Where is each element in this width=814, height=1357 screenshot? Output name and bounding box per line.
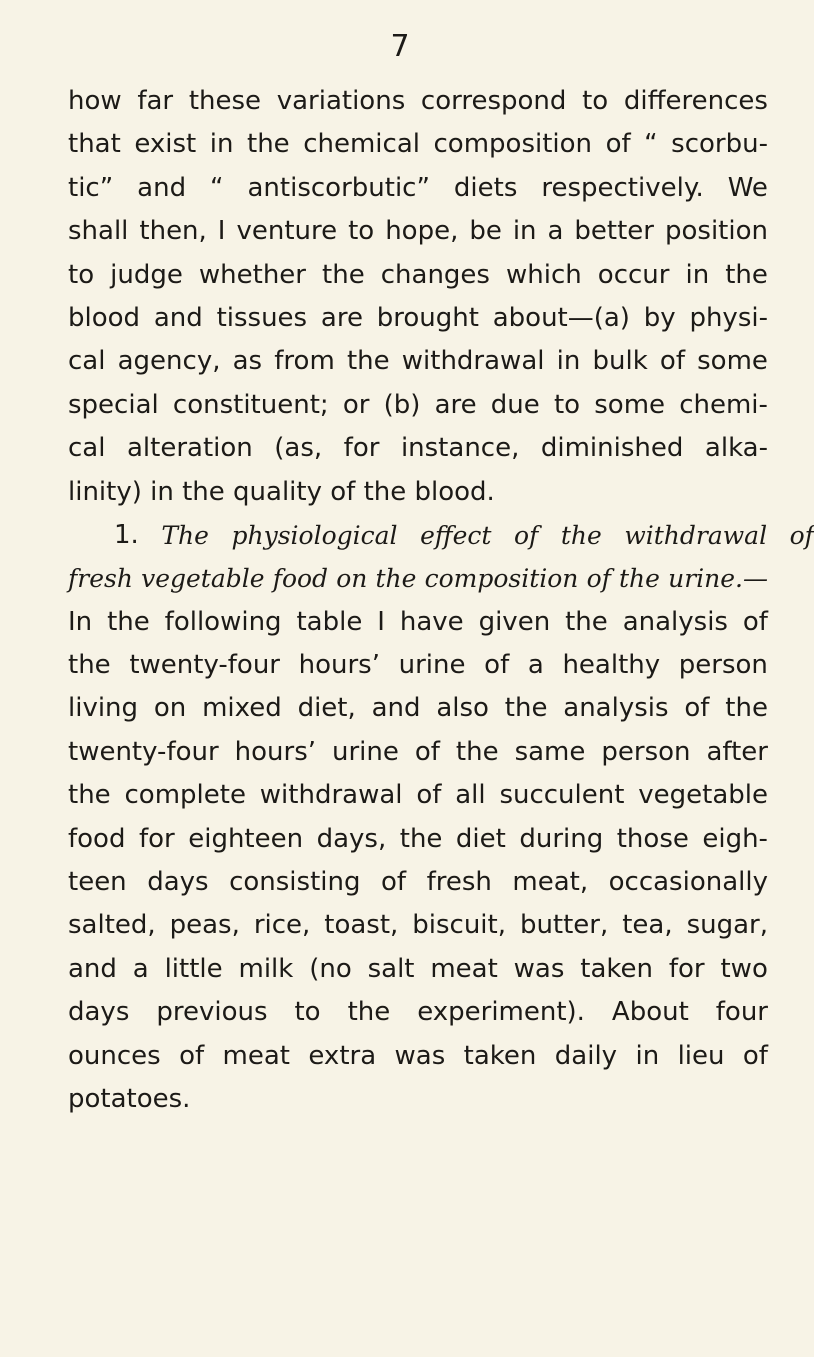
text-line [68, 731, 768, 774]
word: ounces [68, 1040, 161, 1071]
word: food [68, 823, 126, 854]
word: of [742, 1040, 768, 1071]
word: given [478, 606, 551, 637]
word: little [164, 953, 223, 984]
word: fresh [426, 867, 492, 898]
text-line [68, 818, 768, 861]
word: days, [316, 823, 387, 854]
word: The [161, 520, 209, 550]
word: of [605, 129, 631, 160]
word: agency, [117, 346, 221, 377]
word: the [504, 693, 548, 724]
word: better [574, 216, 654, 247]
word: are [320, 302, 363, 333]
word: complete [124, 780, 246, 811]
word: occasionally [608, 867, 768, 898]
word: experiment). [417, 997, 585, 1028]
word: (no [309, 953, 352, 984]
word: the [375, 564, 417, 594]
word: rice, [253, 910, 311, 941]
word: have [399, 606, 464, 637]
word: to [348, 216, 375, 247]
word: taken [463, 1040, 537, 1071]
word: on [336, 564, 368, 594]
word: which [506, 259, 582, 290]
word: urine [398, 650, 466, 681]
word: of [684, 693, 710, 724]
word: eigh- [702, 823, 768, 854]
word: composition [433, 129, 593, 160]
text-line: potatoes. [68, 1083, 191, 1114]
word: salted, [68, 910, 156, 941]
word: healthy [562, 650, 661, 681]
word: are [434, 389, 477, 420]
word: to [582, 86, 609, 116]
word: by [643, 302, 676, 333]
word: hours’ [234, 736, 317, 767]
word: the [347, 997, 391, 1028]
word: how [68, 86, 122, 116]
word: We [727, 172, 768, 203]
word: special [68, 389, 159, 420]
word: or [342, 389, 370, 420]
word: instance, [400, 433, 520, 464]
word: following [164, 606, 282, 637]
word: variations [276, 86, 406, 116]
text-line [68, 904, 768, 947]
word: far [137, 86, 174, 116]
word: position [664, 216, 768, 247]
word: in [556, 346, 581, 377]
word: hours’ [298, 650, 380, 681]
word: “ [210, 172, 224, 203]
word: blood [68, 302, 141, 333]
word: those [616, 823, 689, 854]
word: same [514, 736, 586, 767]
word: whether [198, 259, 306, 290]
text-line [68, 384, 768, 427]
word: to [68, 259, 95, 290]
word: and [153, 302, 203, 333]
word: tissues [216, 302, 308, 333]
word: in [512, 216, 537, 247]
word: and [68, 953, 117, 984]
word: mixed [202, 693, 282, 724]
word: the [565, 606, 608, 637]
word: withdrawal [259, 780, 403, 811]
word: also [436, 693, 489, 724]
text-line [68, 123, 768, 166]
word: of [659, 346, 685, 377]
word: daily [554, 1040, 618, 1071]
word: the [725, 693, 768, 724]
word: diet [455, 823, 506, 854]
word: the [560, 520, 602, 550]
text-line [68, 644, 768, 687]
word: hope, [385, 216, 459, 247]
word: composition [424, 564, 579, 594]
word: of [179, 1040, 205, 1071]
text-line [68, 514, 814, 557]
word: after [706, 736, 768, 767]
word: lieu [677, 1040, 725, 1071]
word: teen [68, 867, 127, 898]
word: taken [580, 953, 654, 984]
word: person [601, 736, 691, 767]
text-line [68, 254, 768, 297]
word: days [147, 867, 209, 898]
word: to [553, 389, 581, 420]
word: the [322, 259, 365, 290]
word: alteration [126, 433, 253, 464]
word: the [619, 564, 660, 594]
word: antiscorbutic” [247, 172, 430, 203]
word: some [594, 389, 666, 420]
word: due [490, 389, 540, 420]
word: the [725, 259, 768, 290]
word: physi- [689, 302, 768, 333]
word: withdrawal [624, 520, 768, 550]
word: some [697, 346, 768, 377]
word: changes [380, 259, 490, 290]
text-line: linity) in the quality of the blood. [68, 476, 495, 507]
word: eighteen [188, 823, 304, 854]
text-line [68, 687, 768, 730]
word: analysis [622, 606, 728, 637]
word: sugar, [686, 910, 768, 941]
word: vegetable [638, 780, 768, 811]
word: In [68, 606, 93, 637]
word: for [138, 823, 175, 854]
word: meat, [512, 867, 589, 898]
text-line [68, 601, 768, 644]
word: the [455, 736, 499, 767]
word: butter, [519, 910, 609, 941]
word: was [394, 1040, 446, 1071]
word: the [346, 346, 390, 377]
word: chemi- [679, 389, 768, 420]
word: correspond [420, 86, 567, 116]
word: diminished [540, 433, 684, 464]
word: cal [68, 346, 106, 377]
word: bulk [592, 346, 648, 377]
word: diets [453, 172, 518, 203]
word: constituent; [172, 389, 329, 420]
word: a [132, 953, 149, 984]
word: of [586, 564, 611, 594]
word: twenty-four [68, 736, 219, 767]
text-line [68, 427, 768, 470]
word: withdrawal [401, 346, 545, 377]
word: I [377, 606, 385, 637]
text-line [68, 1035, 768, 1078]
word: (b) [383, 389, 421, 420]
word: of [484, 650, 510, 681]
word: respectively. [541, 172, 704, 203]
word: of [514, 520, 539, 550]
word: 1. [114, 519, 139, 550]
word: succulent [499, 780, 625, 811]
word: tic” [68, 172, 114, 203]
word: brought [376, 302, 479, 333]
word: chemical [303, 129, 420, 160]
word: from [274, 346, 335, 377]
word: alka- [704, 433, 768, 464]
word: diet, [297, 693, 356, 724]
word: the [399, 823, 443, 854]
word: all [455, 780, 486, 811]
word: fresh [68, 564, 133, 594]
word: tea, [622, 910, 673, 941]
word: of [789, 520, 814, 550]
word: urine [332, 736, 399, 767]
word: food [272, 564, 329, 594]
word: of [381, 867, 407, 898]
word: during [519, 823, 604, 854]
word: that [68, 129, 121, 160]
word: two [720, 953, 768, 984]
word: table [296, 606, 363, 637]
text-line [68, 774, 768, 817]
word: judge [110, 259, 183, 290]
word: biscuit, [412, 910, 506, 941]
text-line [68, 167, 768, 210]
word: of [742, 606, 768, 637]
word: exist [134, 129, 197, 160]
word: physiological [231, 520, 398, 550]
word: the [247, 129, 290, 160]
word: for [343, 433, 380, 464]
word: consisting [229, 867, 361, 898]
word: then, [139, 216, 207, 247]
word: a [547, 216, 564, 247]
word: shall [68, 216, 129, 247]
word: differences [623, 86, 768, 116]
word: the [107, 606, 150, 637]
word: these [188, 86, 262, 116]
word: person [678, 650, 768, 681]
word: “ [644, 129, 658, 160]
word: vegetable [141, 564, 265, 594]
word: in [685, 259, 710, 290]
word: scorbu- [671, 129, 768, 160]
text-line [68, 340, 768, 383]
word: cal [68, 433, 106, 464]
word: in [209, 129, 234, 160]
text-line [68, 991, 768, 1034]
word: meat [222, 1040, 290, 1071]
word: urine.— [668, 564, 768, 594]
word: for [668, 953, 705, 984]
word: a [527, 650, 544, 681]
text-line [68, 80, 768, 123]
text-line [68, 557, 768, 600]
word: was [513, 953, 565, 984]
word: meat [430, 953, 498, 984]
word: salt [367, 953, 415, 984]
word: the [68, 650, 111, 681]
word: be [469, 216, 502, 247]
word: previous [156, 997, 268, 1028]
text-line [68, 297, 768, 340]
page-number: 7 [390, 29, 410, 64]
word: (as, [274, 433, 323, 464]
word: on [153, 693, 187, 724]
word: twenty-four [129, 650, 280, 681]
word: and [371, 693, 421, 724]
word: analysis [563, 693, 669, 724]
word: days [68, 997, 130, 1028]
word: milk [238, 953, 294, 984]
word: living [68, 693, 139, 724]
word: extra [308, 1040, 377, 1071]
word: four [715, 997, 768, 1028]
text-line [68, 210, 768, 253]
word: toast, [324, 910, 399, 941]
word: in [635, 1040, 660, 1071]
word: and [137, 172, 187, 203]
word: I [217, 216, 226, 247]
word: as [232, 346, 263, 377]
word: of [416, 780, 442, 811]
text-line [68, 861, 768, 904]
word: occur [597, 259, 670, 290]
word: About [611, 997, 689, 1028]
text-line [68, 948, 768, 991]
word: about—(a) [492, 302, 630, 333]
word: to [294, 997, 321, 1028]
body-text [68, 80, 814, 1121]
word: of [414, 736, 440, 767]
word: venture [236, 216, 338, 247]
word: the [68, 780, 111, 811]
word: effect [420, 520, 492, 550]
word: peas, [169, 910, 240, 941]
